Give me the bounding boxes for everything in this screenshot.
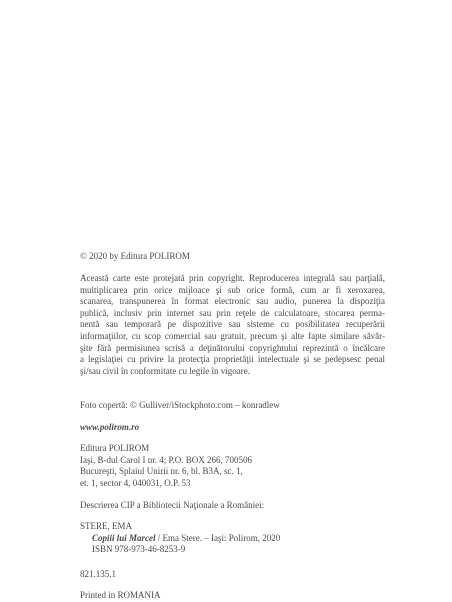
rights-line: scanarea, transpunerea în format electronic sau audio, punerea la dispoziţia	[80, 296, 385, 307]
website-link[interactable]: www.polirom.ro	[80, 422, 140, 432]
address-line: et. 1, sector 4, 040031, O.P. 53	[80, 477, 191, 488]
cip-author: STERE, EMA	[80, 521, 133, 531]
rights-paragraph	[80, 273, 385, 377]
cip-title-line	[80, 533, 385, 545]
cip-record	[80, 521, 385, 556]
cip-title-rest: / Ema Stere. – Iaşi: Polirom, 2020	[155, 532, 281, 543]
rights-line: a legislaţiei cu privire la protecţia proprietăţii intelectuale şi se pedepsesc penal	[80, 354, 385, 365]
udc-code: 821.135.1	[80, 569, 116, 579]
rights-line: Această carte este protejată prin copyright. Reproducerea integrală sau parţială,	[80, 273, 385, 283]
printed-in: Printed in ROMANIA	[80, 590, 161, 600]
rights-line: publică, inclusiv prin internet sau prin reţele de calculatoare, stocarea perma-	[80, 307, 385, 318]
copyright-notice: © 2020 by Editura POLIROM	[80, 251, 190, 261]
cip-heading: Descrierea CIP a Bibliotecii Naţionale a României:	[80, 500, 265, 510]
cip-isbn: ISBN 978-973-46-8253-9	[92, 544, 186, 555]
address-line: Editura POLIROM	[80, 443, 150, 453]
cover-photo-credit: Foto copertă: © Gulliver/iStockphoto.com – konradlew	[80, 400, 280, 410]
address-line: Bucureşti, Splaiul Unirii nr. 6, bl. B3A, sc. 1,	[80, 466, 243, 477]
publisher-address	[80, 443, 385, 489]
rights-line: şite fără permisiunea scrisă a deţinătorului copyrightului reprezintă o încălcare	[80, 342, 385, 353]
rights-line: multiplicarea prin orice mijloace şi sub orice formă, cum ar fi xeroxarea,	[80, 284, 385, 295]
rights-line: şi/sau civil în conformitate cu legile în vigoare.	[80, 365, 250, 376]
rights-line: nentă sau temporară pe dispozitive sau sisteme cu posibilitatea recuperării	[80, 319, 385, 330]
rights-line: informaţiilor, cu scop comercial sau gratuit, precum şi alte fapte similare săvâr-	[80, 330, 385, 341]
book-title: Copiii lui Marcel	[92, 532, 156, 543]
address-line: Iaşi, B-dul Carol I nr. 4; P.O. BOX 266, 700506	[80, 454, 252, 465]
